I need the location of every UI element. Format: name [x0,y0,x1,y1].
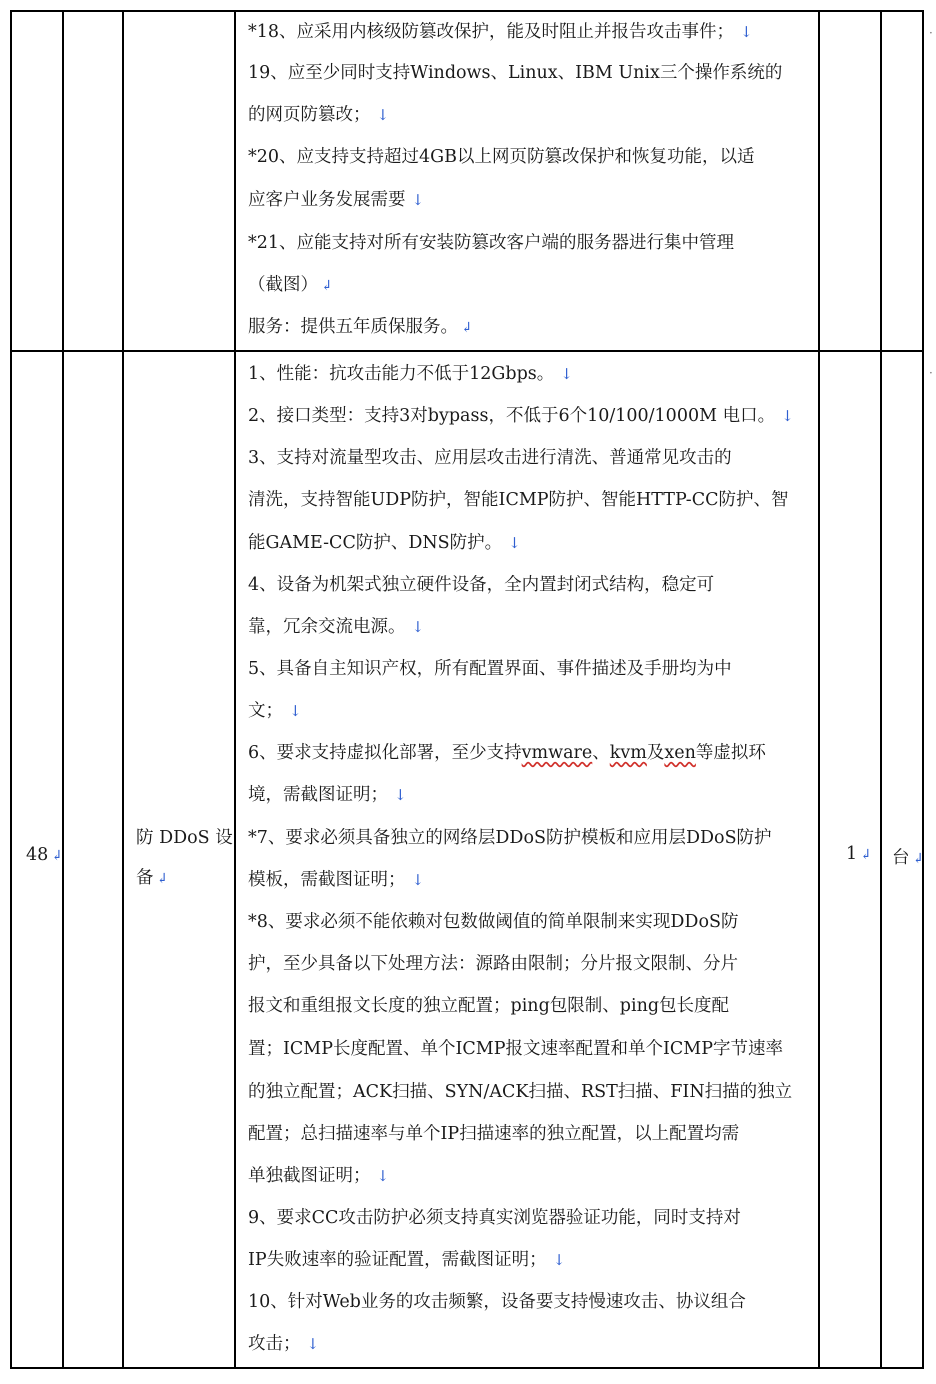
cell-end-mark: · [929,366,933,380]
down-arrow-icon: ↓ [740,23,753,41]
paragraph-mark-icon: ↲ [156,871,169,887]
spec-line: 5、具备自主知识产权，所有配置界面、事件描述及手册均为中 [248,659,732,679]
down-arrow-icon: ↓ [394,786,407,804]
table-top-border [10,10,923,12]
spec-line: 靠，冗余交流电源。 ↓ [248,617,425,637]
quantity: 1 ↲ [846,844,872,864]
ddos-spec-cell [248,362,814,1366]
spellcheck-word: xen [664,743,696,763]
paragraph-mark-icon: ↲ [51,848,64,864]
device-name-line1: 防 DDoS 设 [136,828,233,848]
spec-line: IP失败速率的验证配置，需截图证明； ↓ [248,1250,566,1270]
spec-line: 置；ICMP长度配置、单个ICMP报文速率配置和单个ICMP字节速率 [248,1039,783,1059]
paragraph-mark-icon: ↲ [860,847,872,863]
spec-line: 配置；总扫描速率与单个IP扫描速率的独立配置，以上配置均需 [248,1124,740,1144]
col-border-5 [880,10,882,1369]
spec-line: （截图） ↲ [248,275,333,295]
spellcheck-word: kvm [609,743,647,763]
spec-line: 19、应至少同时支持Windows、Linux、IBM Unix三个操作系统的 [248,63,783,83]
paragraph-mark-icon: ↲ [912,851,925,867]
spec-line: 文； ↓ [248,701,302,721]
spec-line: 的独立配置；ACK扫描、SYN/ACK扫描、RST扫描、FIN扫描的独立 [248,1082,793,1102]
down-arrow-icon: ↓ [376,106,390,124]
table-bottom-border [10,1367,923,1369]
spec-line: 护，至少具备以下处理方法：源路由限制；分片报文限制、分片 [248,954,738,974]
spec-line: 境，需截图证明； ↓ [248,785,407,805]
col-border-2 [122,10,124,1369]
spec-line: 的网页防篡改； ↓ [248,105,390,125]
spec-line: *21、应能支持对所有安装防篡改客户端的服务器进行集中管理 [248,233,735,253]
col-border-4 [818,10,820,1369]
spec-line: 模板，需截图证明； ↓ [248,870,425,890]
cell-end-mark: · [929,26,933,40]
down-arrow-icon: ↓ [306,1335,320,1353]
down-arrow-icon: ↓ [508,534,521,552]
spec-line: 4、设备为机架式独立硬件设备，全内置封闭式结构，稳定可 [248,575,715,595]
spec-line: 应客户业务发展需要 ↓ [248,190,425,210]
spec-line: 能GAME-CC防护、DNS防护。 ↓ [248,533,521,553]
spec-line: 2、接口类型：支持3对bypass，不低于6个10/100/1000M 电口。 ↓ [248,406,794,426]
col-border-3 [234,10,236,1369]
down-arrow-icon: ↓ [552,1251,566,1269]
down-arrow-icon: ↓ [289,702,302,720]
top-row-spec-cell [248,20,814,346]
col-border-right [922,10,924,1369]
spec-line: 1、性能：抗攻击能力不低于12Gbps。 ↓ [248,364,573,384]
spellcheck-word: vmware [521,743,593,763]
down-arrow-icon: ↓ [376,1167,390,1185]
spec-line: 10、针对Web业务的攻击频繁，设备要支持慢速攻击、协议组合 [248,1292,746,1312]
col-border-left [10,10,12,1369]
spec-line: 3、支持对流量型攻击、应用层攻击进行清洗、普通常见攻击的 [248,448,732,468]
spec-line: 攻击； ↓ [248,1334,320,1354]
unit: 台 ↲ [892,848,925,868]
spec-line: 清洗，支持智能UDP防护，智能ICMP防护、智能HTTP-CC防护、智 [248,490,789,510]
row-number: 48 ↲ [26,845,64,865]
spec-line: *18、应采用内核级防篡改保护，能及时阻止并报告攻击事件； ↓ [248,22,753,42]
spec-line: *8、要求必须不能依赖对包数做阈值的简单限制来实现DDoS防 [248,912,739,932]
spec-line: *20、应支持支持超过4GB以上网页防篡改保护和恢复功能，以适 [248,147,755,167]
spec-line: 单独截图证明； ↓ [248,1166,390,1186]
row-divider [10,350,923,352]
device-name-line2: 备 ↲ [136,868,169,888]
spec-line: 报文和重组报文长度的独立配置；ping包限制、ping包长度配 [248,996,730,1016]
down-arrow-icon: ↓ [411,871,425,889]
paragraph-mark-icon: ↲ [321,278,333,294]
spec-line: 6、要求支持虚拟化部署，至少支持vmware、kvm及xen等虚拟环 [248,743,766,763]
spec-line: 服务：提供五年质保服务。 ↲ [248,317,473,337]
spec-line: *7、要求必须具备独立的网络层DDoS防护模板和应用层DDoS防护 [248,828,772,848]
spec-line: 9、要求CC攻击防护必须支持真实浏览器验证功能，同时支持对 [248,1208,741,1228]
down-arrow-icon: ↓ [560,365,573,383]
col-border-1 [62,10,64,1369]
down-arrow-icon: ↓ [781,407,794,425]
down-arrow-icon: ↓ [411,618,425,636]
paragraph-mark-icon: ↲ [461,320,473,336]
down-arrow-icon: ↓ [411,191,425,209]
